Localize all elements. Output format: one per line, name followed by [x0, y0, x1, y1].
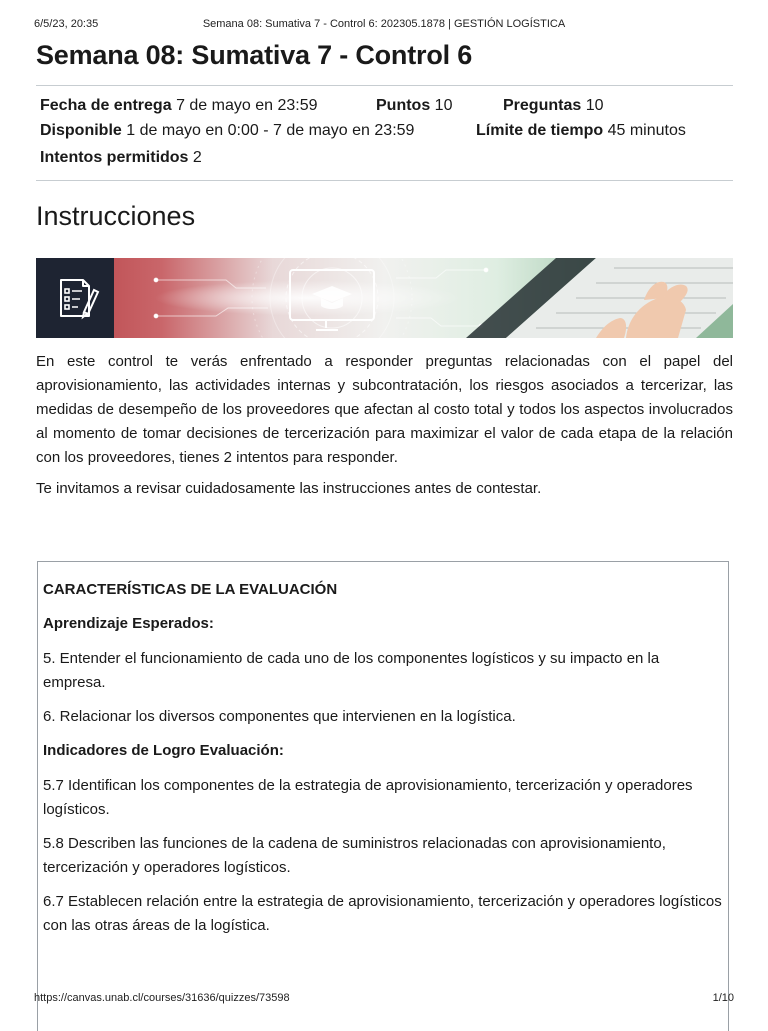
checklist-pen-icon [36, 258, 114, 338]
print-header [34, 18, 734, 30]
page-number: 1/10 [712, 992, 734, 1004]
meta-points [376, 97, 452, 115]
time-limit-value: 45 minutos [607, 122, 686, 139]
instructions-paragraph: En este control te verás enfrentado a responder preguntas relacionadas con el papel del aprovisionamiento, las actividades internas y subcontratación, los riesgos asociados a tercerizar, las medidas de desempeño de los proveedores que afectan al costo total y todos los aspectos involucrados al momento de tomar decisiones de tercerización para maximizar el valor de cada etapa de la relación con los proveedores, tienes 2 intentos para responder. [36, 353, 733, 466]
available-value: 1 de mayo en 0:00 - 7 de mayo en 23:59 [126, 122, 415, 139]
learning-item: 5. Entender el funcionamiento de cada uno de los componentes logísticos y su impacto en la empresa. [43, 650, 660, 691]
page-title: Semana 08: Sumativa 7 - Control 6 [36, 40, 473, 70]
available-label: Disponible [40, 122, 122, 139]
meta-due [40, 97, 318, 115]
learning-heading: Aprendizaje Esperados: [43, 615, 214, 632]
meta-attempts [40, 149, 202, 167]
meta-divider [36, 180, 733, 181]
indicator-item: 6.7 Establecen relación entre la estrategia de aprovisionamiento, tercerización y operadores logísticos con las otras áreas de la logística. [43, 893, 722, 934]
due-label: Fecha de entrega [40, 97, 172, 114]
indicator-item: 5.8 Describen las funciones de la cadena de suministros relacionadas con aprovisionamiento, tercerización y operadores logísticos. [43, 835, 666, 876]
questions-label: Preguntas [503, 97, 582, 114]
title-divider [36, 85, 733, 86]
meta-available [40, 122, 414, 140]
instructions-title: Instrucciones [36, 201, 196, 231]
banner-icon-panel [36, 258, 114, 338]
due-value: 7 de mayo en 23:59 [176, 97, 318, 114]
evaluation-characteristics-box [37, 561, 729, 1031]
print-doc-title: Semana 08: Sumativa 7 - Control 6: 202305.1878 | GESTIÓN LOGÍSTICA [202, 18, 566, 30]
instructions-invitation: Te invitamos a revisar cuidadosamente las instrucciones antes de contestar. [36, 480, 542, 497]
indicator-item: 5.7 Identifican los componentes de la estrategia de aprovisionamiento, tercerización y operadores logísticos. [43, 777, 693, 818]
print-footer [34, 992, 734, 1004]
print-datetime: 6/5/23, 20:35 [34, 18, 99, 30]
learning-item: 6. Relacionar los diversos componentes que intervienen en la logística. [43, 708, 516, 725]
meta-questions [503, 97, 604, 115]
meta-time-limit [476, 122, 686, 140]
time-limit-label: Límite de tiempo [476, 122, 604, 139]
page-url: https://canvas.unab.cl/courses/31636/quizzes/73598 [34, 992, 290, 1004]
points-value: 10 [434, 97, 453, 114]
evaluation-heading: CARACTERÍSTICAS DE LA EVALUACIÓN [43, 581, 338, 598]
banner-artwork [36, 258, 733, 338]
points-label: Puntos [376, 97, 431, 114]
indicators-heading: Indicadores de Logro Evaluación: [43, 742, 284, 759]
instructions-banner [36, 258, 733, 338]
questions-value: 10 [585, 97, 604, 114]
attempts-value: 2 [192, 149, 202, 166]
attempts-label: Intentos permitidos [40, 149, 189, 166]
